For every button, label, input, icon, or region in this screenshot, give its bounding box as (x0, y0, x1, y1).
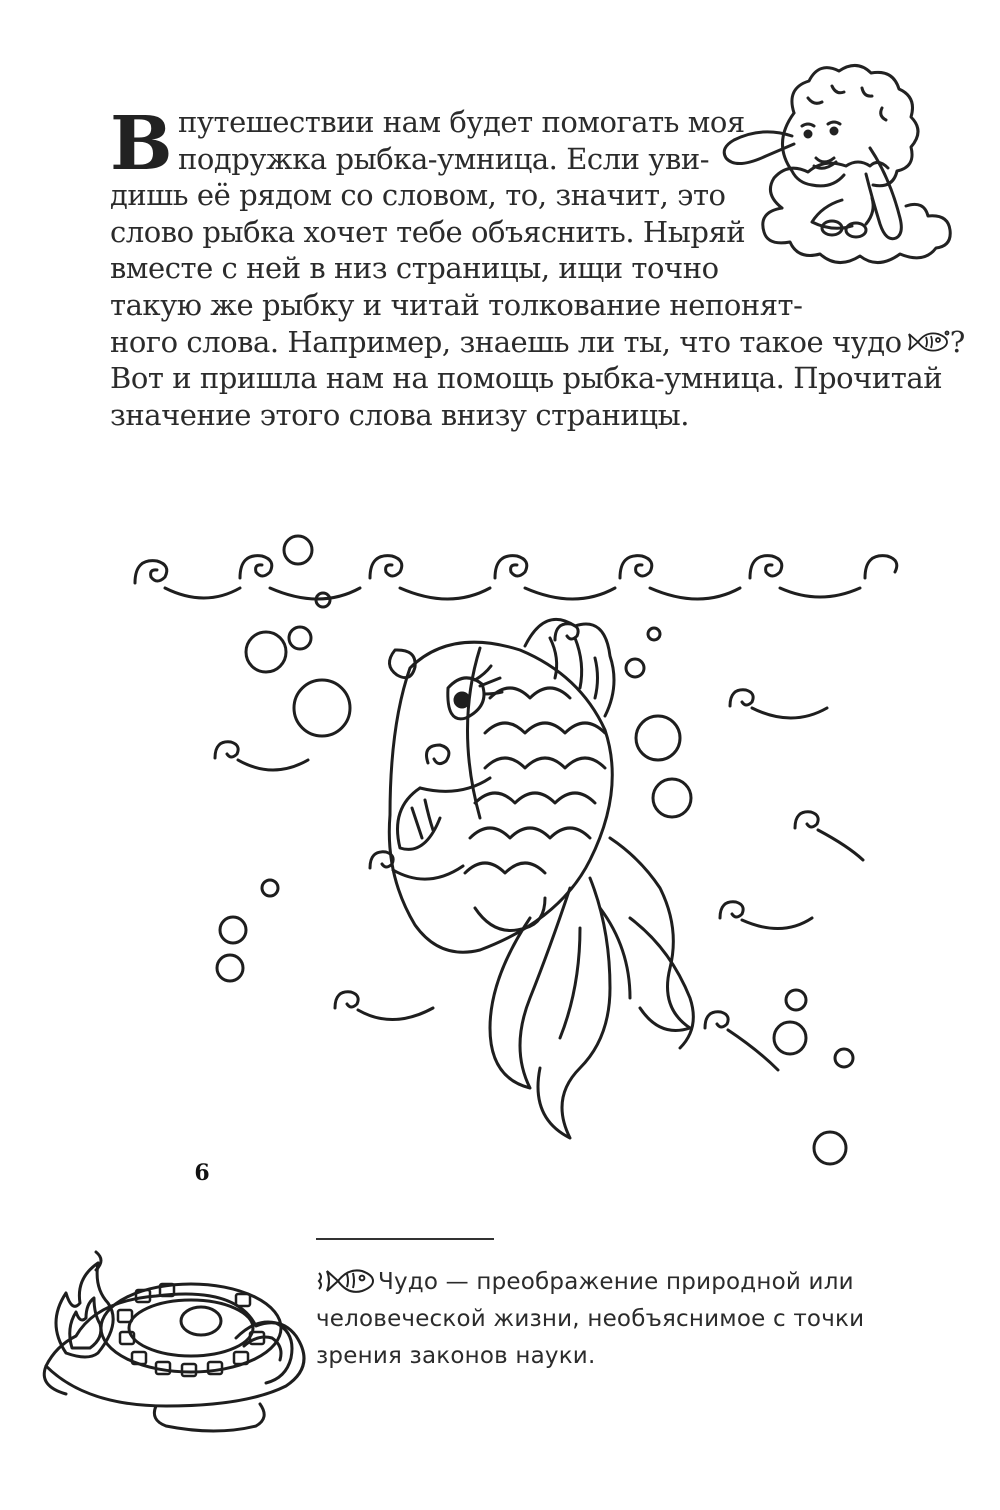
drop-cap: В (110, 101, 173, 187)
intro-line: слово рыбка хочет тебе объяснить. Ныряй (110, 214, 746, 249)
footnote-line (316, 1264, 916, 1301)
intro-line-text: ного слова. Например, знаешь ли ты, что такое чудо (110, 324, 902, 359)
intro-line: Вот и пришла нам на помощь рыбка-умница. Прочитай (110, 361, 943, 396)
intro-line: дишь её рядом со словом, то, значит, это (110, 178, 726, 213)
small-fish-icon (316, 1265, 378, 1295)
intro-line: такую же рыбку и читай толкование непонят- (110, 287, 803, 322)
intro-line: вместе с ней в низ страницы, ищи точно (110, 251, 719, 286)
oil-lamp-icon (36, 1248, 316, 1478)
footnote-rule (316, 1238, 494, 1240)
footnote-line: человеческой жизни, необъяснимое с точки (316, 1306, 865, 1332)
footnote-line: зрения законов науки. (316, 1343, 596, 1369)
page-number: 6 (194, 1160, 210, 1186)
footnote (316, 1264, 916, 1375)
intro-line-with-marker (110, 324, 965, 361)
intro-line: значение этого слова внизу страницы. (110, 397, 690, 432)
footnote-text: Чудо — преображение природной или (378, 1269, 854, 1295)
goldfish-illustration (130, 528, 900, 1178)
intro-line: путешествии нам будет помогать моя (178, 105, 745, 139)
intro-line: подружка рыбка-умница. Если уви- (178, 141, 710, 176)
intro-question-mark: ? (949, 324, 965, 359)
small-fish-icon (902, 329, 950, 355)
intro-paragraph (110, 101, 965, 433)
